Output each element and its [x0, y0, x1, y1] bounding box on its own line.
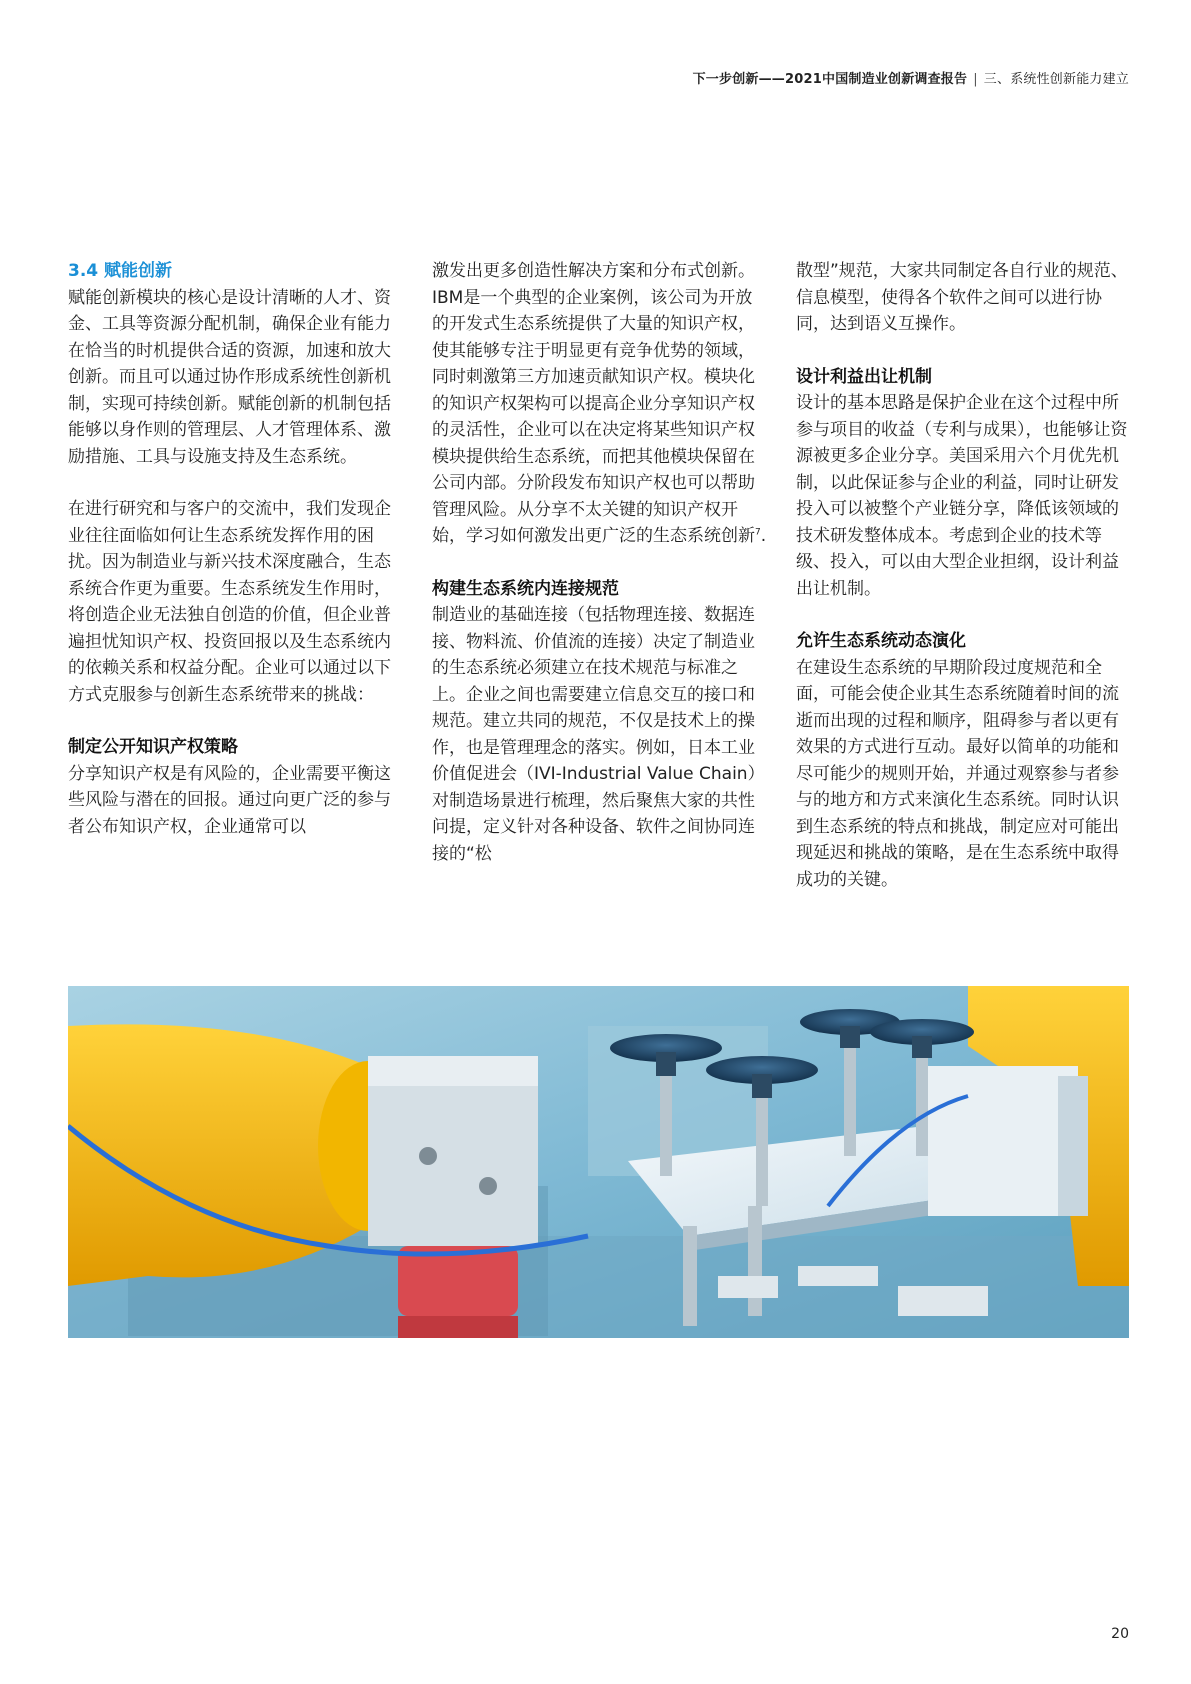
robot-arm-photo [68, 986, 1129, 1338]
text-column-1 [68, 258, 404, 840]
text-column-2 [432, 258, 768, 867]
text-column-3 [796, 258, 1132, 893]
subheading-dynamic-evolution: 允许生态系统动态演化 [796, 631, 966, 651]
paragraph: 激发出更多创造性解决方案和分布式创新。IBM是一个典型的企业案例，该公司为开放的开发式生态系统提供了大量的知识产权，使其能够专注于明显更有竞争优势的领域，同时刺激第三方加速贡献知识产权。模块化的知识产权架构可以提高企业分享知识产权的灵活性，企业可以在决定将某些知识产权模块提供给生态系统，而把其他模块保留在公司内部。分阶段发布知识产权也可以帮助管理风险。从分享不太关键的知识产权开始，学习如何激发出更广泛的生态系统创新$^7$. [432, 261, 767, 546]
subheading-ip-strategy: 制定公开知识产权策略 [68, 737, 238, 757]
paragraph: 散型”规范，大家共同制定各自行业的规范、信息模型，使得各个软件之间可以进行协同，达到语义互操作。 [796, 261, 1128, 334]
paragraph: 分享知识产权是有风险的，企业需要平衡这些风险与潜在的回报。通过向更广泛的参与者公布知识产权，企业通常可以 [68, 763, 391, 837]
section-title: 三、系统性创新能力建立 [983, 72, 1129, 87]
page-number: 20 [1111, 1626, 1129, 1642]
header-separator: | [973, 72, 978, 87]
running-header [693, 68, 1129, 87]
section-heading: 3.4 赋能创新 [68, 261, 173, 281]
paragraph: 在建设生态系统的早期阶段过度规范和全面，可能会使企业其生态系统随着时间的流逝而出现的过程和顺序，阻碍参与者以更有效果的方式进行互动。最好以简单的功能和尽可能少的规则开始，并通过观察参与者参与的地方和方式来演化生态系统。同时认识到生态系统的特点和挑战，制定应对可能出现延迟和挑战的策略，是在生态系统中取得成功的关键。 [796, 657, 1119, 890]
subheading-benefit-sharing: 设计利益出让机制 [796, 366, 932, 387]
report-title: 下一步创新——2021中国制造业创新调查报告 [692, 72, 968, 87]
footnote-ref: 7 [755, 527, 761, 538]
paragraph: 制造业的基础连接（包括物理连接、数据连接、物料流、价值流的连接）决定了制造业的生态系统必须建立在技术规范与标准之上。企业之间也需要建立信息交互的接口和规范。建立共同的规范，不仅是技术上的操作，也是管理理念的落实。例如，日本工业价值促进会（IVI-Industrial Value Chain）对制造场景进行梳理，然后聚焦大家的共性问提，定义针对各种设备、软件之间协同连接的“松 [432, 605, 765, 864]
paragraph: 设计的基本思路是保护企业在这个过程中所参与项目的收益（专利与成果），也能够让资源被更多企业分享。美国采用六个月优先机制，以此保证参与企业的利益，同时让研发投入可以被整个产业链分享，降低该领域的技术研发整体成本。考虑到企业的技术等级、投入，可以由大型企业担纲，设计利益出让机制。 [796, 393, 1128, 599]
paragraph: 赋能创新模块的核心是设计清晰的人才、资金、工具等资源分配机制，确保企业有能力在恰当的时机提供合适的资源，加速和放大创新。而且可以通过协作形成系统性创新机制，实现可持续创新。赋能创新的机制包括能够以身作则的管理层、人才管理体系、激励措施、工具与设施支持及生态系统。 [68, 287, 391, 467]
paragraph: 在进行研究和与客户的交流中，我们发现企业往往面临如何让生态系统发挥作用的困扰。因为制造业与新兴技术深度融合，生态系统合作更为重要。生态系统发生作用时，将创造企业无法独自创造的价值，但企业普遍担忧知识产权、投资回报以及生态系统内的依赖关系和权益分配。企业可以通过以下方式克服参与创新生态系统带来的挑战： [68, 499, 391, 705]
subheading-connection-standards: 构建生态系统内连接规范 [432, 578, 619, 599]
